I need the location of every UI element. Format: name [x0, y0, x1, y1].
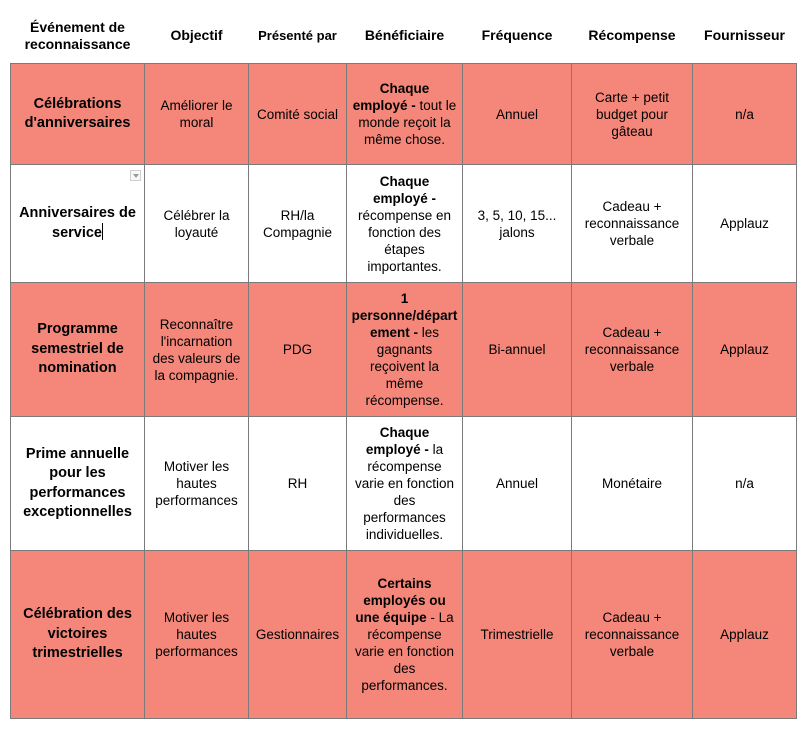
cell-event[interactable]: Programme semestriel de nomination	[11, 283, 145, 417]
cell-provider[interactable]: Applauz	[693, 283, 797, 417]
header-reward[interactable]: Récompense	[588, 27, 676, 43]
cell-beneficiary[interactable]	[347, 551, 463, 719]
cell-provider[interactable]: Applauz	[693, 551, 797, 719]
recognition-table	[10, 8, 797, 719]
cell-reward[interactable]: Monétaire	[572, 417, 693, 551]
header-event[interactable]: Événement de reconnaissance	[24, 18, 131, 52]
table-row	[11, 551, 797, 719]
cell-frequency[interactable]: 3, 5, 10, 15... jalons	[463, 165, 572, 283]
cell-reward[interactable]: Carte + petit budget pour gâteau	[572, 64, 693, 165]
cell-beneficiary[interactable]	[347, 283, 463, 417]
cell-reward[interactable]: Cadeau + reconnaissance verbale	[572, 165, 693, 283]
cell-goal[interactable]: Motiver les hautes performances	[145, 417, 249, 551]
cell-frequency[interactable]: Annuel	[463, 417, 572, 551]
cell-goal[interactable]: Reconnaître l'incarnation des valeurs de la compagnie.	[145, 283, 249, 417]
cell-frequency[interactable]: Trimestrielle	[463, 551, 572, 719]
cell-goal[interactable]: Améliorer le moral	[145, 64, 249, 165]
header-beneficiary[interactable]: Bénéficiaire	[364, 27, 445, 43]
beneficiary-text: tout le monde reçoit la même chose.	[358, 98, 457, 147]
cell-reward[interactable]: Cadeau + reconnaissance verbale	[572, 283, 693, 417]
beneficiary-text: les gagnants reçoivent la même récompense.	[365, 325, 444, 408]
cell-presented-by[interactable]: RH	[249, 417, 347, 551]
beneficiary-bold-text: Chaque employé -	[365, 425, 430, 457]
cell-beneficiary[interactable]	[347, 417, 463, 551]
header-presented-by[interactable]: Présenté par	[258, 27, 337, 43]
cell-event[interactable]: Célébration des victoires trimestrielles	[11, 551, 145, 719]
cell-presented-by[interactable]: Gestionnaires	[249, 551, 347, 719]
cell-provider[interactable]: n/a	[693, 417, 797, 551]
cell-beneficiary[interactable]	[347, 165, 463, 283]
table-row	[11, 417, 797, 551]
beneficiary-text: la récompense varie en fonction des performances individuelles.	[354, 442, 455, 542]
spreadsheet-grid	[10, 8, 797, 719]
beneficiary-text: - La récompense varie en fonction des performances.	[354, 610, 455, 693]
cell-reward[interactable]: Cadeau + reconnaissance verbale	[572, 551, 693, 719]
dropdown-arrow-icon[interactable]	[130, 170, 141, 181]
header-provider[interactable]: Fournisseur	[704, 27, 785, 43]
cell-event[interactable]: Prime annuelle pour les performances exceptionnelles	[11, 417, 145, 551]
table-row	[11, 165, 797, 283]
text-caret	[102, 223, 103, 240]
cell-presented-by[interactable]: PDG	[249, 283, 347, 417]
beneficiary-bold-text: Certains employés ou une équipe	[355, 576, 446, 625]
table-row	[11, 64, 797, 165]
header-row	[11, 8, 797, 64]
beneficiary-bold-text: 1 personne/département -	[351, 291, 458, 340]
cell-presented-by[interactable]: RH/la Compagnie	[249, 165, 347, 283]
cell-goal[interactable]: Motiver les hautes performances	[145, 551, 249, 719]
beneficiary-bold-text: Chaque employé -	[372, 173, 437, 206]
beneficiary-bold-text: Chaque employé -	[352, 81, 430, 113]
cell-beneficiary[interactable]	[347, 64, 463, 165]
cell-event[interactable]: Célébrations d'anniversaires	[11, 64, 145, 165]
beneficiary-text: récompense en fonction des étapes importantes.	[357, 207, 452, 274]
cell-event-active[interactable]	[11, 165, 145, 283]
cell-presented-by[interactable]: Comité social	[249, 64, 347, 165]
cell-provider[interactable]: Applauz	[693, 165, 797, 283]
cell-event-text: Anniversaires de service	[19, 204, 136, 241]
table-row	[11, 283, 797, 417]
cell-frequency[interactable]: Bi-annuel	[463, 283, 572, 417]
cell-frequency[interactable]: Annuel	[463, 64, 572, 165]
cell-goal[interactable]: Célébrer la loyauté	[145, 165, 249, 283]
header-goal[interactable]: Objectif	[170, 27, 223, 43]
cell-provider[interactable]: n/a	[693, 64, 797, 165]
header-frequency[interactable]: Fréquence	[481, 27, 553, 43]
